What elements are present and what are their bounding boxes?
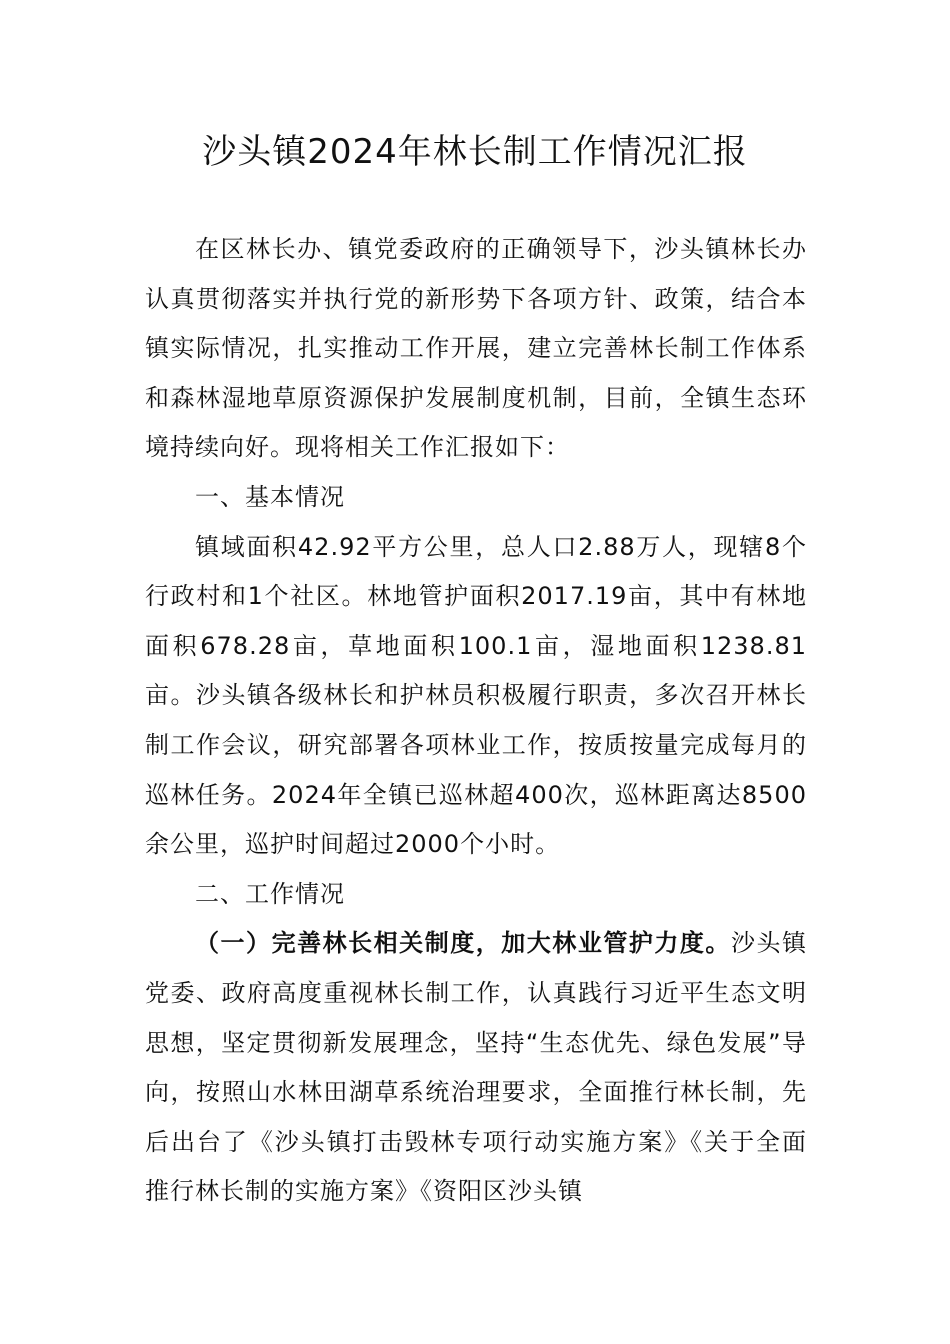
work-item-1-text: 沙头镇党委、政府高度重视林长制工作，认真践行习近平生态文明思想，坚定贯彻新发展理念，坚持“生态优先、绿色发展”导向，按照山水林田湖草系统治理要求，全面推行林长制，先后出台了《沙头镇打击毁林专项行动实施方案》《关于全面推行林长制的实施方案》《资阳区沙头镇: [145, 929, 808, 1206]
document-title: 沙头镇2024年林长制工作情况汇报: [202, 132, 748, 172]
section-heading-basic: 一、基本情况: [195, 482, 345, 511]
basic-info-paragraph: 镇域面积42.92平方公里，总人口2.88万人，现辖8个行政村和1个社区。林地管护面积2017.19亩，其中有林地面积678.28亩，草地面积100.1亩，湿地面积1238.81亩。沙头镇各级林长和护林员积极履行职责，多次召开林长制工作会议，研究部署各项林业工作，按质按量完成每月的巡林任务。2024年全镇已巡林超400次，巡林距离达8500余公里，巡护时间超过2000个小时。: [145, 532, 807, 859]
section-heading-work: 二、工作情况: [195, 879, 345, 908]
work-item-1-lead: （一）完善林长相关制度，加大林业管护力度。: [195, 929, 731, 958]
document-body: [145, 225, 807, 1217]
work-item-1-paragraph: [145, 919, 807, 1217]
intro-paragraph: 在区林长办、镇党委政府的正确领导下，沙头镇林长办认真贯彻落实并执行党的新形势下各项方针、政策，结合本镇实际情况，扎实推动工作开展，建立完善林长制工作体系和森林湿地草原资源保护发展制度机制，目前，全镇生态环境持续向好。现将相关工作汇报如下：: [145, 235, 807, 462]
